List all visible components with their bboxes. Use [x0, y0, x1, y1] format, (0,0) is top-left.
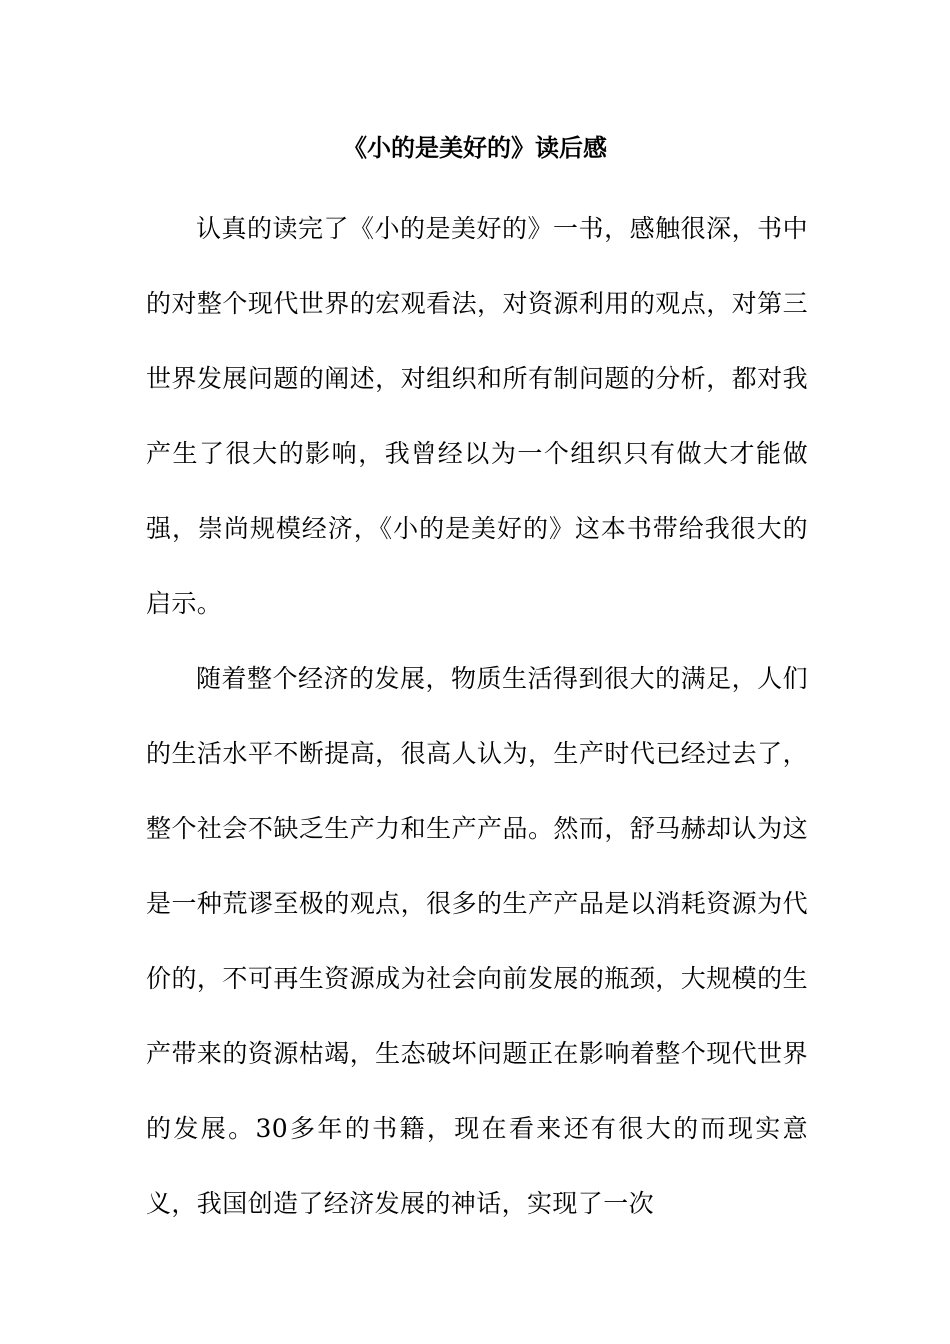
- document-title: 《小的是美好的》读后感: [343, 134, 607, 162]
- paragraph-2: 随着整个经济的发展，物质生活得到很大的满足，人们的生活水平不断提高，很高人认为，生产时代已经过去了，整个社会不缺乏生产力和生产产品。然而，舒马赫却认为这是一种荒谬至极的观点，很多的生产产品是以消耗资源为代价的，不可再生资源成为社会向前发展的瓶颈，大规模的生产带来的资源枯竭，生态破坏问题正在影响着整个现代世界的发展。30多年的书籍，现在看来还有很大的而现实意义，我国创造了经济发展的神话，实现了一次: [146, 664, 808, 1218]
- paragraph-1: 认真的读完了《小的是美好的》一书，感触很深，书中的对整个现代世界的宏观看法，对资源利用的观点，对第三世界发展问题的阐述，对组织和所有制问题的分析，都对我产生了很大的影响，我曾经以为一个组织只有做大才能做强，崇尚规模经济，《小的是美好的》这本书带给我很大的启示。: [146, 214, 808, 618]
- document-body: [146, 191, 808, 1241]
